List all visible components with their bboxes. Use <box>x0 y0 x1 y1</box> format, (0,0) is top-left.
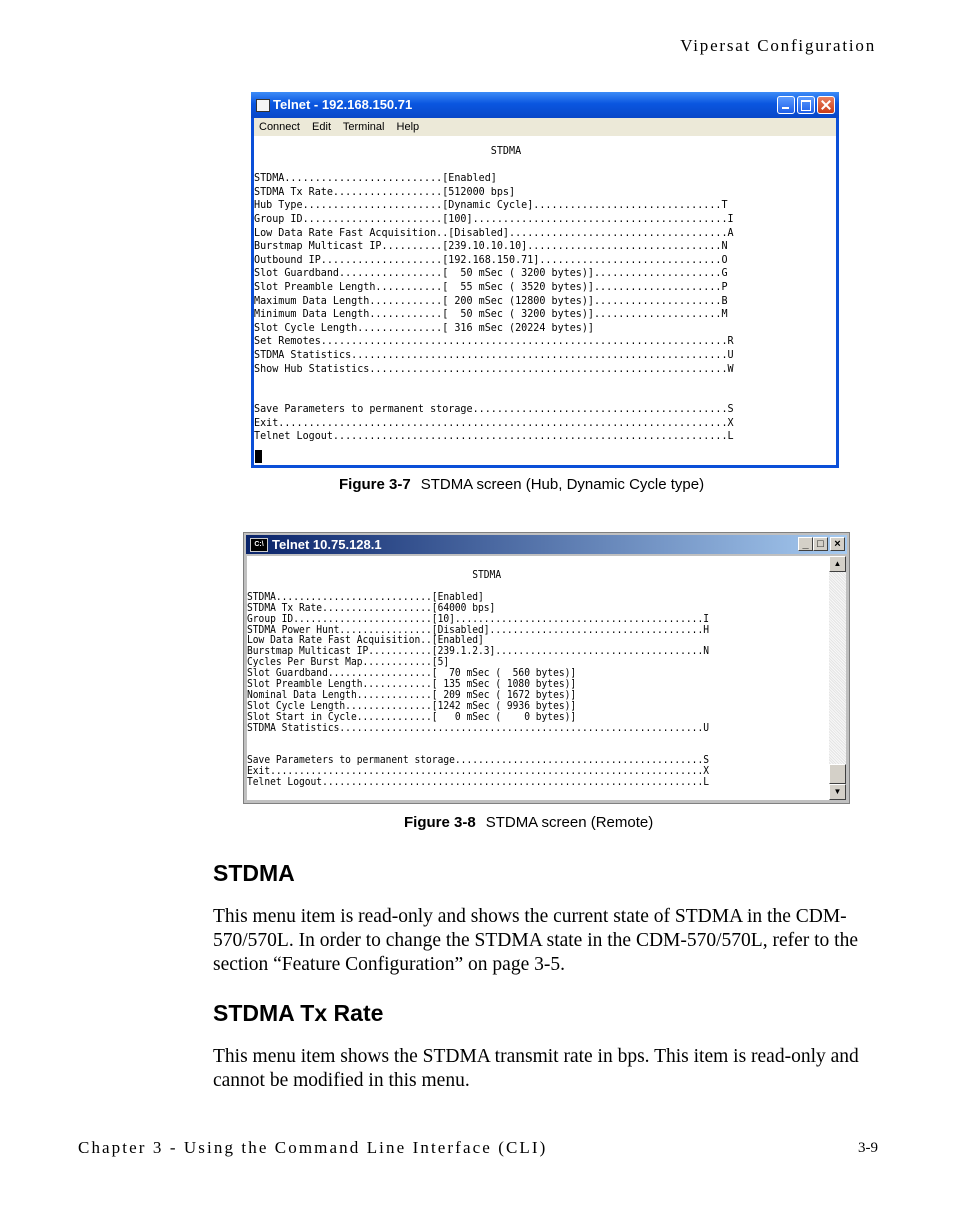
scroll-up-arrow-icon[interactable]: ▲ <box>829 556 846 572</box>
console-app-icon: C:\ <box>250 538 268 552</box>
section-heading-stdma: STDMA <box>213 860 295 886</box>
scroll-down-arrow-icon[interactable]: ▼ <box>829 784 846 800</box>
close-button[interactable]: × <box>830 537 845 551</box>
menu-help[interactable]: Help <box>396 121 420 133</box>
section-body-stdma-tx-rate: This menu item shows the STDMA transmit rate in bps. This item is read-only and cannot be modified in this menu. <box>213 1046 859 1091</box>
footer-page-number: 3-9 <box>858 1140 878 1156</box>
maximize-button[interactable]: □ <box>813 537 828 551</box>
minimize-button[interactable]: _ <box>798 537 813 551</box>
terminal-screen[interactable] <box>247 556 829 800</box>
close-button[interactable] <box>817 96 835 114</box>
figure-caption-3-7 <box>339 476 704 493</box>
telnet-window-hub <box>251 92 839 468</box>
telnet-window-remote <box>243 532 850 804</box>
vertical-scrollbar[interactable] <box>829 556 846 800</box>
terminal-cursor <box>255 450 262 463</box>
figure-caption-text: STDMA screen (Remote) <box>485 814 654 831</box>
footer-chapter: Chapter 3 - Using the Command Line Interface (CLI) <box>78 1138 548 1157</box>
menu-edit[interactable]: Edit <box>312 121 332 133</box>
maximize-button[interactable] <box>797 96 815 114</box>
figure-caption-3-8 <box>404 814 653 831</box>
stdma-menu-text: STDMA STDMA...........................[Enabled] STDMA Tx Rate...................[64000 bps] Group ID........................[10]...........................................I STDMA Power Hunt................[Disabled].....................................H Low Data Rate Fast Acquisition..[Enabled] Burstmap Multicast IP...........[239.1.2.3]....................................N Cycles Per Burst Map............[5] Slot Guardband..................[ 70 mSec ( 560 bytes)] Slot Preamble Length............[ 135 mSec ( 1080 bytes)] Nominal Data Length.............[ 209 mSec ( 1672 bytes)] Slot Cycle Length...............[1242 mSec ( 9936 bytes)] Slot Start in Cycle.............[ 0 mSec ( 0 bytes)] STDMA Statistics...............................................................U Save Parameters to permanent storage...........................................S Exit...........................................................................X Telnet Logout..................................................................L <box>247 568 709 789</box>
section-heading-stdma-tx-rate: STDMA Tx Rate <box>213 1000 384 1026</box>
window-titlebar[interactable] <box>246 535 847 554</box>
minimize-button[interactable] <box>777 96 795 114</box>
window-title: Telnet - 192.168.150.71 <box>273 97 413 112</box>
figure-number: Figure 3-8 <box>404 814 476 831</box>
stdma-menu-text: STDMA STDMA..........................[Enabled] STDMA Tx Rate..................[512000 bps] Hub Type.......................[Dynamic Cycle]...............................T Group ID.......................[100]..........................................I Low Data Rate Fast Acquisition..[Disabled]....................................A Burstmap Multicast IP..........[239.10.10.10]................................N Outbound IP....................[192.168.150.71]..............................O Slot Guardband.................[ 50 mSec ( 3200 bytes)].....................G Slot Preamble Length...........[ 55 mSec ( 3520 bytes)].....................P Maximum Data Length............[ 200 mSec (12800 bytes)].....................B Minimum Data Length............[ 50 mSec ( 3200 bytes)].....................M Slot Cycle Length..............[ 316 mSec (20224 bytes)] Set Remotes...................................................................R STDMA Statistics..............................................................U Show Hub Statistics...........................................................W Save Parameters to permanent storage..........................................S Exit..........................................................................X Telnet Logout.................................................................L <box>254 144 734 443</box>
figure-number: Figure 3-7 <box>339 476 411 493</box>
running-header: Vipersat Configuration <box>680 36 876 55</box>
figure-caption-text: STDMA screen (Hub, Dynamic Cycle type) <box>420 476 705 493</box>
window-title: Telnet 10.75.128.1 <box>272 537 382 552</box>
menu-connect[interactable]: Connect <box>259 121 300 133</box>
telnet-app-icon <box>256 99 270 112</box>
menu-bar <box>254 118 836 136</box>
scroll-thumb[interactable] <box>829 764 846 784</box>
section-body-stdma: This menu item is read-only and shows the current state of STDMA in the CDM-570/570L. In order to change the STDMA state in the CDM-570/570L, refer to the section “Feature Configuration” on page 3-5. <box>213 906 858 975</box>
window-titlebar[interactable] <box>251 92 839 118</box>
terminal-screen[interactable] <box>254 136 836 465</box>
menu-terminal[interactable]: Terminal <box>342 121 385 133</box>
